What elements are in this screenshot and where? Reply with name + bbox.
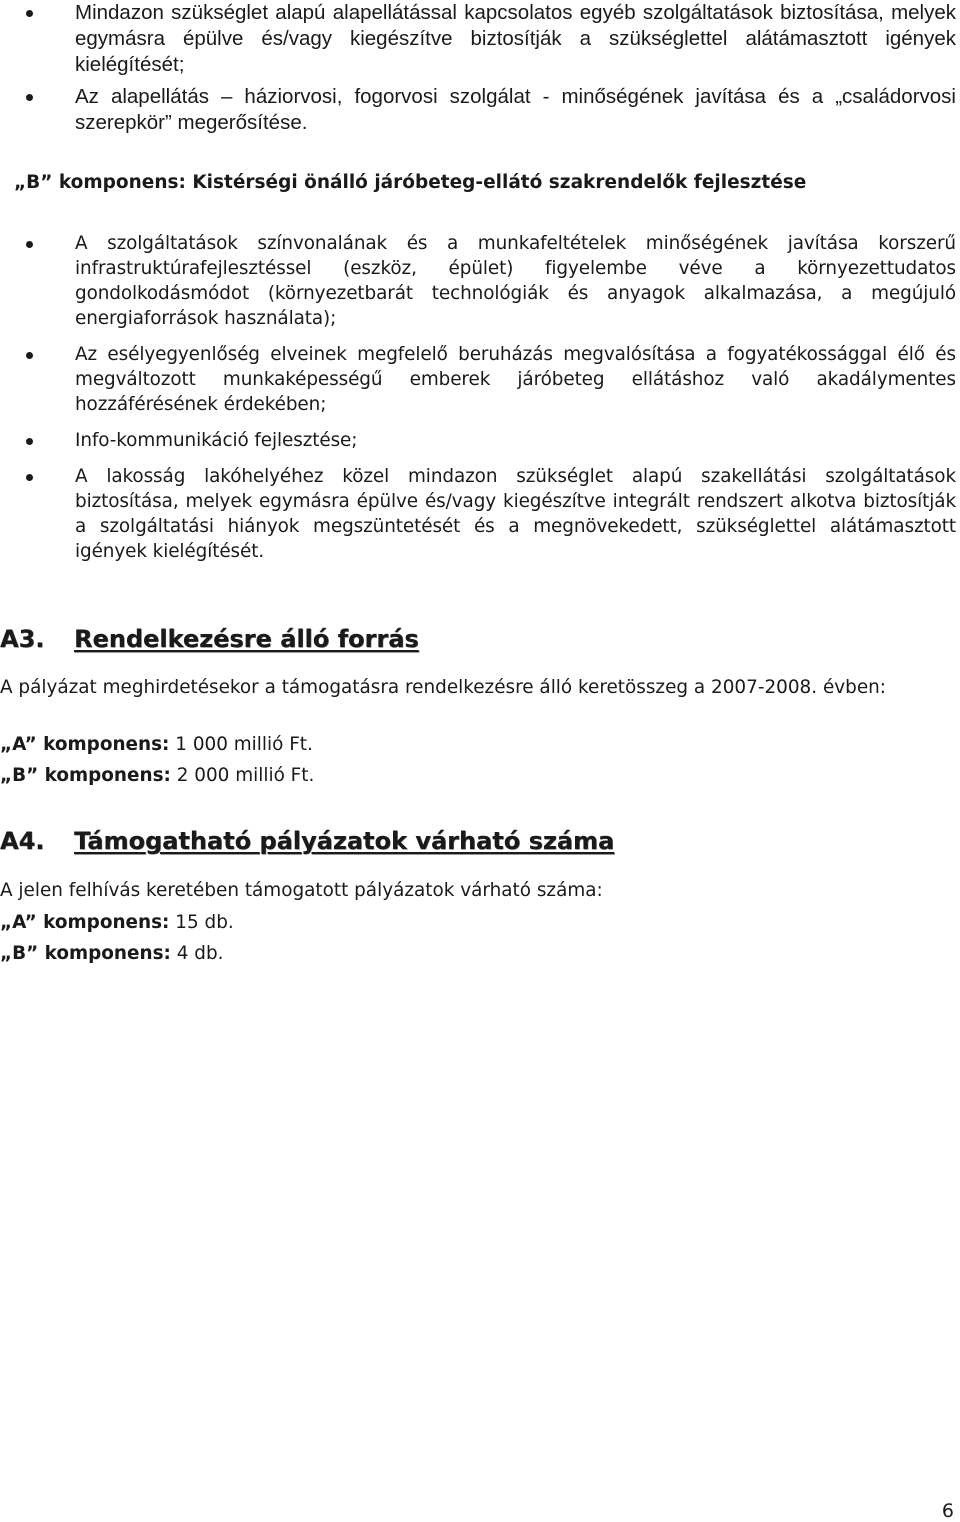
- section-number: A4.: [0, 827, 45, 855]
- list-item: Mindazon szükséglet alapú alapellátással kapcsolatos egyéb szolgáltatások biztosítása, melyek egymásra épülve és/vagy kiegészítve biztosítják a szükséglettel alátámasztott igények kielégítését;: [0, 0, 960, 78]
- component-value: 15 db.: [169, 912, 234, 933]
- top-bullet-list: [0, 0, 960, 142]
- bullet-icon: [26, 241, 33, 248]
- component-value: 1 000 millió Ft.: [169, 734, 313, 755]
- component-value: 4 db.: [170, 943, 224, 964]
- bullet-icon: [26, 10, 33, 17]
- list-item: A szolgáltatások színvonalának és a munkafeltételek minőségének javítása korszerű infrastruktúrafejlesztéssel (eszköz, épület) figyelembe véve a környezettudatos gondolkodásmódot (környezetbarát technológiák és anyagok alkalmazása, a megújuló energiaforrások használata);: [0, 231, 960, 331]
- list-item: Az alapellátás – háziorvosi, fogorvosi szolgálat - minőségének javítása és a „családorvosi szerepkör” megerősítése.: [0, 84, 960, 136]
- bullet-icon: [26, 94, 33, 101]
- section-a4-heading: [0, 826, 614, 856]
- page-number: 6: [941, 1500, 954, 1522]
- section-a3-heading: [0, 624, 419, 654]
- component-value: 2 000 millió Ft.: [170, 765, 315, 786]
- section-number: A3.: [0, 625, 45, 653]
- section-a3-intro: A pályázat meghirdetésekor a támogatásra rendelkezésre álló keretösszeg a 2007-2008. évben:: [0, 677, 886, 698]
- b-component-heading: „B” komponens: Kistérségi önálló járóbeteg-ellátó szakrendelők fejlesztése: [14, 172, 807, 193]
- a4-component-a-line: [0, 910, 234, 936]
- a3-component-b-line: [0, 763, 314, 789]
- b-component-bullet-list: [0, 231, 960, 575]
- component-label: „B” komponens:: [0, 943, 171, 964]
- bullet-icon: [26, 352, 33, 359]
- a3-component-a-line: [0, 732, 313, 758]
- bullet-icon: [26, 474, 33, 481]
- bullet-icon: [26, 438, 33, 445]
- section-a4-intro: A jelen felhívás keretében támogatott pályázatok várható száma:: [0, 880, 603, 901]
- section-title: Támogatható pályázatok várható száma: [74, 827, 615, 855]
- section-title: Rendelkezésre álló forrás: [74, 625, 419, 653]
- list-item: Info-kommunikáció fejlesztése;: [0, 428, 960, 453]
- component-label: „A” komponens:: [0, 734, 170, 755]
- component-label: „A” komponens:: [0, 912, 170, 933]
- component-label: „B” komponens:: [0, 765, 171, 786]
- a4-component-b-line: [0, 941, 223, 967]
- list-item: A lakosság lakóhelyéhez közel mindazon szükséglet alapú szakellátási szolgáltatások biztosítása, melyek egymásra épülve és/vagy kiegészítve integrált rendszert alkotva biztosítják a szolgáltatási hiányok megszüntetését és a megnövekedett, szükséglettel alátámasztott igények kielégítését.: [0, 464, 960, 564]
- list-item: Az esélyegyenlőség elveinek megfelelő beruházás megvalósítása a fogyatékossággal élő és megváltozott munkaképességű emberek járóbeteg ellátáshoz való akadálymentes hozzáférésének érdekében;: [0, 342, 960, 417]
